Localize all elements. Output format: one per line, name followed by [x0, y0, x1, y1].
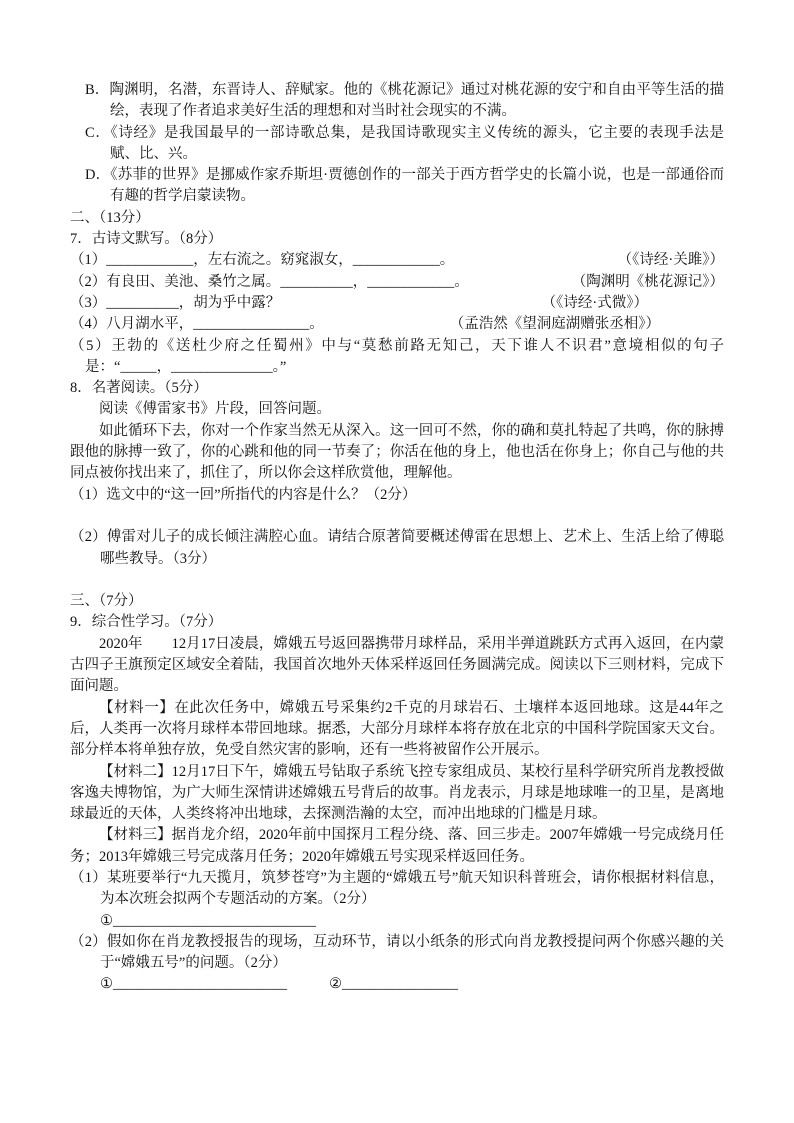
answer-marker-2: ② — [329, 976, 342, 993]
q9-sub1: （1）某班要举行“九天揽月，筑梦苍穹”为主题的“嫦娥五号”航天知识科普班会，请你根据材料信息，为本次班会拟两个专题活动的方案。（2分） — [70, 869, 724, 908]
q7-item-3-source: （《诗经·式微》） — [541, 294, 648, 311]
q7-item-4-text: （4）八月湖水平，________________。 — [70, 316, 324, 333]
answer-marker-1: ① — [100, 912, 113, 929]
q7-item-2 — [70, 272, 724, 293]
q9-intro: 2020年 12月17日凌晨，嫦娥五号返回器携带月球样品，采用半弹道跳跃方式再入返回，在内蒙古四子王旗预定区域安全着陆，我国首次地外天体采样返回任务圆满完成。阅读以下三则材料，完成下面问题。 — [70, 635, 724, 695]
q8-title: 8．名著阅读。（5分） — [70, 380, 208, 397]
q7-item-1 — [70, 250, 724, 271]
q7-item-4-source: （孟浩然《望洞庭湖赠张丞相》） — [449, 316, 660, 333]
q8-intro: 阅读《傅雷家书》片段，回答问题。 — [99, 401, 331, 418]
q9-material-2: 【材料二】12月17日下午，嫦娥五号钻取子系统飞控专家组成员、某校行星科学研究所肖龙教授做客逸夫博物馆，为广大师生深情讲述嫦娥五号背后的故事。肖龙表示，月球是地球唯一的卫星，是离地球最近的天体，人类终将冲出地球，去探测浩瀚的太空，而冲出地球的门槛是月球。 — [70, 763, 724, 823]
blank-line — [70, 570, 724, 591]
q9-material-1: 【材料一】在此次任务中，嫦娥五号采集约2千克的月球岩石、土壤样本返回地球。这是44年之后，人类再一次将月球样本带回地球。据悉，大部分月球样本将存放在北京的中国科学院国家天文台。部分样本将单独存放，免受自然灾害的影响，还有一些将被留作公开展示。 — [70, 699, 724, 759]
q8-excerpt: 如此循环下去，你对一个作家当然无从深入。这一回可不然，你的确和莫扎特起了共鸣，你的脉搏跟他的脉搏一致了，你的心跳和他的同一节奏了；你活在他的身上，他也活在你身上；你自己与他的共同点被你找出来了，抓住了，所以你会这样欣赏他，理解他。 — [70, 422, 724, 482]
q9-title: 9．综合性学习。（7分） — [70, 614, 223, 631]
q7-item-2-text: （2）有良田、美池、桑竹之属。__________，____________。 — [70, 273, 469, 290]
q7-item-3-text: （3）__________，胡为乎中露？ — [70, 294, 281, 311]
q9-material-3: 【材料三】据肖龙介绍，2020年前中国探月工程分绕、落、回三步走。2007年嫦娥一号完成绕月任务；2013年嫦娥三号完成落月任务；2020年嫦娥五号实现采样返回任务。 — [70, 827, 724, 865]
answer-blank-2: ________________ — [342, 976, 458, 993]
q7-item-1-source: （《诗经·关雎》） — [617, 252, 724, 269]
q9-sub2: （2）假如你在肖龙教授报告的现场，互动环节，请以小纸条的形式向肖龙教授提问两个你感兴趣的关于“嫦娥五号”的问题。（2分） — [70, 933, 724, 972]
q9-sub2-answer-line — [70, 974, 724, 995]
answer-blank-1: ____________________________ — [113, 912, 316, 929]
answer-blank-1: ________________________ — [113, 976, 287, 993]
mc-option-c: C．《诗经》是我国最早的一部诗歌总集，是我国诗歌现实主义传统的源头，它主要的表现手法是赋、比、兴。 — [85, 124, 724, 162]
q7-title: 7．古诗文默写。（8分） — [70, 231, 223, 248]
blank-line — [70, 506, 724, 527]
answer-marker-1: ① — [100, 976, 113, 993]
q7-item-5: （5）王勃的《送杜少府之任蜀州》中与“莫愁前路无知己，天下谁人不识君”意境相似的句子是：“_____，______________。” — [70, 337, 724, 375]
section-two-heading: 二、（13分） — [70, 209, 150, 226]
q8-sub2: （2）傅雷对儿子的成长倾注满腔心血。请结合原著简要概述傅雷在思想上、艺术上、生活上给了傅聪哪些教导。（3分） — [70, 529, 724, 567]
mc-option-b: B．陶渊明，名潜，东晋诗人、辞赋家。他的《桃花源记》通过对桃花源的安宁和自由平等生活的描绘，表现了作者追求美好生活的理想和对当时社会现实的不满。 — [85, 82, 724, 120]
q9-sub1-answer-line — [70, 911, 724, 932]
q7-item-3 — [70, 293, 724, 314]
mc-option-d: D．《苏菲的世界》是挪威作家乔斯坦·贾德创作的一部关于西方哲学史的长篇小说，也是一部通俗而有趣的哲学启蒙读物。 — [85, 167, 724, 205]
q8-sub1: （1）选文中的“这一回”所指代的内容是什么？（2分） — [70, 486, 417, 503]
section-three-heading: 三、（7分） — [70, 593, 143, 610]
q7-item-2-source: （陶渊明《桃花源记》） — [571, 273, 724, 290]
q7-item-1-text: （1）____________，左右流之。窈窕淑女，____________。 — [70, 252, 455, 269]
q7-item-4 — [70, 314, 724, 335]
